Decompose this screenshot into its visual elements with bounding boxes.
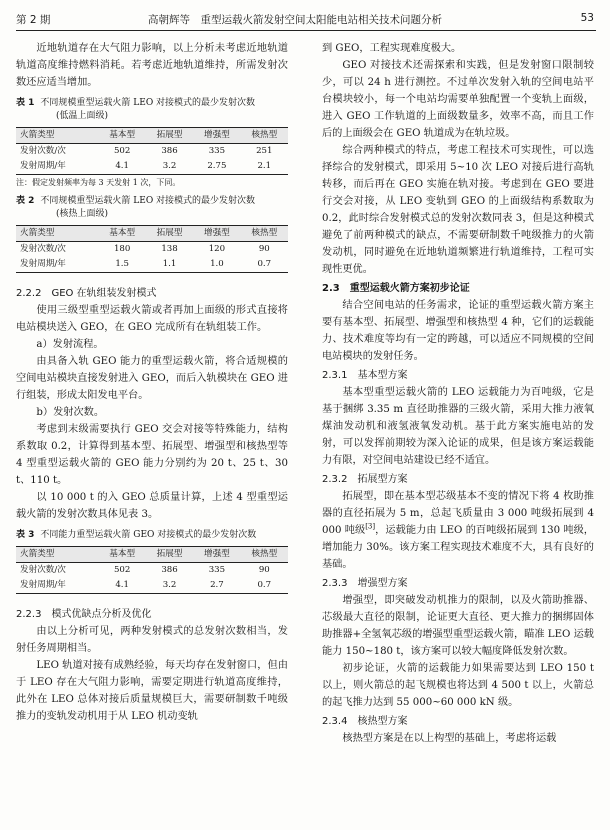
- table-header-cell: 基本型: [109, 130, 136, 140]
- table-cell: 1.5: [115, 259, 129, 269]
- issue-label: 第 2 期: [16, 14, 51, 26]
- table-cell: 1.1: [162, 259, 177, 269]
- table-header-cell: 基本型: [109, 228, 136, 238]
- table-caption-text: 不同规模重型运载火箭 LEO 对接模式的最少发射次数: [40, 98, 256, 108]
- table-cell: 386: [161, 565, 178, 575]
- table-cell: 335: [208, 565, 226, 575]
- section-heading: 2.2.2 GEO 在轨组装发射模式: [16, 288, 157, 299]
- table-cell: 3.2: [162, 161, 177, 171]
- running-title: 高朝辉等 重型运载火箭发射空间太阳能电站相关技术问题分析: [148, 14, 442, 26]
- paragraph: 近地轨道存在大气阻力影响，以上分析未考虑近地轨道轨道高度维持燃料消耗。若考虑近地轨道维持，所需发射次数还应适当增加。: [16, 43, 288, 88]
- paragraph: 综合两种模式的特点，考虑工程技术可实现性，可以选择综合的发射模式，即采用 5~10 次 LEO 对接后进行高轨转移，而后再在 GEO 实施在轨对接。考虑到在 GEO 要进行交会对接，从 LEO 变轨到 GEO 的上面级结构系数取为 0.2，此时综合发射模式总的发射次数同表 3，但是这种模式避免了前两种模式的缺点，不需要研制数千吨级推力的火箭发动机，同时避免在近地轨道频繁进行轨道维持，工程可实现性更优。: [322, 145, 594, 275]
- table-cell: 502: [113, 146, 131, 156]
- section-heading: 2.3.4 核热型方案: [322, 716, 408, 727]
- table-cell: 4.1: [115, 161, 129, 171]
- paragraph: 由具备入轨 GEO 能力的重型运载火箭，将合适规模的空间电站模块直接发射进入 GEO，而后入轨模块在 GEO 进行组装，形成太阳发电平台。: [16, 356, 288, 401]
- table-1-caption: [16, 97, 288, 123]
- paragraph: 到 GEO，工程实现难度极大。: [322, 43, 462, 54]
- table-header-row: [16, 226, 288, 242]
- paragraph: 增强型，即突破发动机推力的限制，以及火箭助推器、芯级最大直径的限制，论证更大直径、更大推力的捆绑固体助推器+全氢氧芯级的增强型重型运载火箭，瞄准 LEO 运载能力 150~180 t，该方案可以较大幅度降低发射次数。: [322, 595, 594, 657]
- table-cell: 251: [256, 146, 273, 156]
- table-row: [16, 257, 288, 273]
- table-header-row: [16, 547, 288, 563]
- table-cell: 发射周期/年: [20, 161, 66, 171]
- table-cell: 0.7: [257, 580, 272, 590]
- table-number: 表 1: [16, 98, 35, 108]
- paragraph: 初步论证，火箭的运载能力如果需要达到 LEO 150 t 以上，则火箭总的起飞规模也将达到 4 500 t 以上，火箭总的起飞推力达到 55 000~60 000 kN 级。: [322, 663, 594, 708]
- table-row: [16, 578, 288, 594]
- table-row: [16, 242, 288, 258]
- table-cell: 120: [208, 244, 226, 254]
- right-column: [322, 40, 594, 747]
- paragraph: LEO 轨道对接有成熟经验，每天均存在发射窗口，但由于 LEO 存在大气阻力影响，需要定期进行轨道高度维持，此外在 LEO 总体对接后质量规模巨大，需要研制数千吨级推力的变轨发动机用于从 LEO 机动变轨: [16, 660, 288, 722]
- table-cell: 发射次数/次: [20, 565, 66, 575]
- table-header-cell: 基本型: [109, 549, 136, 559]
- table-caption-text: 不同能力重型运载火箭 GEO 对接模式的最少发射次数: [40, 530, 257, 540]
- table-header-cell: 核热型: [251, 549, 278, 559]
- section-heading: 2.2.3 模式优缺点分析及优化: [16, 609, 152, 620]
- table-caption-text: 不同规模重型运载火箭 LEO 对接模式的最少发射次数: [40, 196, 256, 206]
- table-header-cell: 核热型: [251, 228, 278, 238]
- table-cell: 2.7: [210, 580, 224, 590]
- section-heading: 2.3.1 基本型方案: [322, 370, 408, 381]
- list-item: a）发射流程。: [36, 339, 104, 350]
- table-cell: 发射周期/年: [20, 259, 66, 269]
- table-caption-sub: (低温上面级): [56, 111, 109, 121]
- table-header-cell: 增强型: [204, 549, 230, 559]
- paragraph: GEO 对接技术还需探索和实践，但是发射窗口限制较少，可以 24 h 进行测控。不过单次发射入轨的空间电站平台模块较小，每一个电站均需要单独配置一个变轨上面级，进入 GEO 工作轨道的上面级数量多，效率不高，而且工作后的上面级会在 GEO 轨道成为在轨垃圾。: [322, 60, 594, 139]
- section-heading: 2.3.2 拓展型方案: [322, 474, 408, 485]
- table-cell: 2.75: [207, 161, 227, 171]
- table-cell: 3.2: [162, 580, 177, 590]
- table-cell: 发射次数/次: [20, 146, 66, 156]
- running-header: [16, 8, 596, 31]
- table-cell: 90: [258, 565, 270, 575]
- table-cell: 335: [208, 146, 226, 156]
- table-cell: 1.0: [210, 259, 224, 269]
- table-header-cell: 增强型: [204, 228, 230, 238]
- table-header-cell: 核热型: [251, 130, 278, 140]
- table-cell: 386: [161, 146, 178, 156]
- table-row: [16, 563, 288, 579]
- table-cell: 138: [161, 244, 178, 254]
- paragraph-text: 拓展型，即在基本型芯级基本不变的情况下将 4 枚助推器的直径拓展为 5 m，总起飞质量由 3 000 吨级拓展到 4 000 吨级: [322, 491, 594, 536]
- table-3: [16, 546, 288, 594]
- table-1: [16, 127, 288, 175]
- table-number: 表 2: [16, 196, 35, 206]
- paragraph: 使用三级型重型运载火箭或者再加上面级的形式直接将电站模块送入 GEO，在 GEO 完成所有在轨组装工作。: [16, 305, 288, 333]
- table-header-cell: 拓展型: [156, 130, 183, 140]
- table-cell: 502: [113, 565, 131, 575]
- table-header-row: [16, 128, 288, 144]
- section-heading: 2.3 重型运载火箭方案初步论证: [322, 283, 470, 294]
- paragraph: 基本型重型运载火箭的 LEO 运载能力为百吨级，它是基于捆绑 3.35 m 直径助推器的三级火箭，采用大推力液氧煤油发动机和液氢液氧发动机。基于此方案实施电站的发射，可以发挥前期较为深入论证的成果，但是该方案运载能力有限，对空间电站建设已经不适宜。: [322, 387, 594, 466]
- paragraph: 核热型方案是在以上构型的基础上，考虑将运载: [342, 733, 557, 744]
- table-cell: 90: [258, 244, 270, 254]
- table-cell: 4.1: [115, 580, 129, 590]
- paragraph: 考虑到末级需要执行 GEO 交会对接等特殊能力，结构系数取 0.2，计算得到基本型、拓展型、增强型和核热型等 4 型重型运载火箭的 GEO 能力分别约为 20 t、25 t、30 t、110 t。: [16, 424, 288, 486]
- left-column: [16, 40, 288, 725]
- paragraph: 由以上分析可见，两种发射模式的总发射次数相当，发射任务周期相当。: [16, 626, 288, 654]
- paragraph-text: ，运载能力由 LEO 的百吨级拓展到 130 吨级，增加能力 30%。该方案工程实现技术难度不大，具有良好的基础。: [322, 525, 594, 570]
- table-3-caption: [16, 529, 288, 542]
- table-note: 注：假定发射频率为每 3 天发射 1 次，下同。: [16, 178, 181, 187]
- table-caption-sub: (核热上面级): [56, 209, 109, 219]
- table-row: [16, 159, 288, 175]
- table-2-caption: [16, 195, 288, 221]
- paragraph: [322, 488, 594, 573]
- paragraph: 结合空间电站的任务需求，论证的重型运载火箭方案主要有基本型、拓展型、增强型和核热型 4 种，它们的运载能力、技术难度等均有一定的跨越，可以适应不同规模的空间电站模块的发射任务。: [322, 300, 594, 362]
- paragraph: 以 10 000 t 的入 GEO 总质量计算，上述 4 型重型运载火箭的发射次数具体见表 3。: [16, 492, 288, 520]
- table-cell: 2.1: [257, 161, 272, 171]
- table-2: [16, 225, 288, 273]
- table-cell: 180: [113, 244, 131, 254]
- list-item: b）发射次数。: [36, 407, 105, 418]
- table-header-cell: 增强型: [204, 130, 230, 140]
- table-header-cell: 拓展型: [156, 549, 183, 559]
- table-cell: 发射次数/次: [20, 244, 66, 254]
- section-heading: 2.3.3 增强型方案: [322, 578, 408, 589]
- citation-ref[interactable]: [3]: [365, 522, 376, 531]
- table-number: 表 3: [16, 530, 35, 540]
- page-number: 53: [580, 12, 594, 24]
- table-header-cell: 火箭类型: [20, 130, 55, 140]
- table-cell: 0.7: [257, 259, 272, 269]
- table-header-cell: 火箭类型: [20, 228, 55, 238]
- table-row: [16, 144, 288, 160]
- table-cell: 发射周期/年: [20, 580, 66, 590]
- table-header-cell: 拓展型: [156, 228, 183, 238]
- table-header-cell: 火箭类型: [20, 549, 55, 559]
